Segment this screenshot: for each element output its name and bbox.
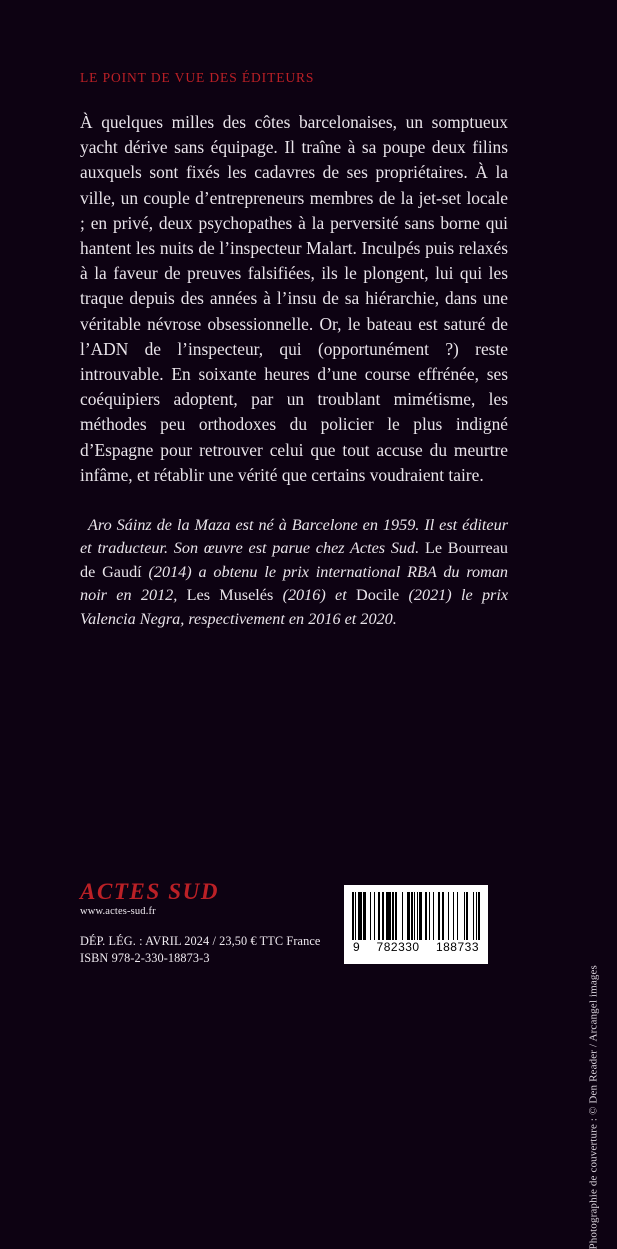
publisher-name: ACTES SUD <box>80 879 220 904</box>
author-bio-paragraph <box>80 514 508 631</box>
barcode-digits <box>352 940 480 954</box>
publisher-website-url[interactable]: www.actes-sud.fr <box>80 906 156 918</box>
blurb-paragraph: À quelques milles des côtes barcelonaises, un somptueux yacht dérive sans équipage. Il traîne à sa poupe deux filins auxquels sont fixés les cadavres de ses propriétaires. À la ville, un couple d’entrepreneurs membres de la jet-set locale ; en privé, deux psychopathes à la perversité sans borne qui hantent les nuits de l’inspecteur Malart. Inculpés puis relaxés à la faveur de preuves falsifiées, ils le plongent, lui qui les traque depuis des années à l’insu de sa hiérarchie, dans une véritable névrose obsessionnelle. Or, le bateau est saturé de l’ADN de l’inspecteur, qui (opportunément ?) reste introuvable. En soixante heures d’une course effrénée, ses coéquipiers adoptent, par un troublant mimétisme, les méthodes peu orthodoxes du policier le plus indigné d’Espagne pour retrouver celui que tout accuse du meurtre infâme, et rétablir une vérité que certains voudraient taire. <box>80 112 508 485</box>
bio-text-part-2: (2014) a obtenu le prix international RBA du roman noir en 2012, <box>80 562 509 605</box>
barcode-digit-lead: 9 <box>353 940 361 954</box>
bio-book-title-1: Le Bourreau de Gaudí <box>80 539 508 581</box>
barcode-digits-left: 782330 <box>376 940 420 954</box>
bio-book-title-2: Les Muselés <box>186 586 274 605</box>
isbn-line: ISBN 978-2-330-18873-3 <box>80 950 210 965</box>
legal-deposit-line: DÉP. LÉG. : AVRIL 2024 / 23,50 € TTC France <box>80 934 321 948</box>
bio-text-part-1: Aro Sáinz de la Maza est né à Barcelone en 1959. Il est éditeur et traducteur. Son œuvre est parue chez Actes Sud. <box>80 516 508 558</box>
bio-text-part-4: (2021) le prix Valencia Negra, respectivement en 2016 et 2020. <box>80 586 509 628</box>
barcode-bars <box>352 892 480 940</box>
barcode-digits-right: 188733 <box>435 940 479 954</box>
ean13-barcode <box>344 885 488 964</box>
bio-book-title-3: Docile <box>356 586 400 605</box>
publisher-logo-block <box>80 880 219 919</box>
cover-photo-credit: Photographie de couverture : © Den Reader / Arcangel images <box>587 965 599 1249</box>
legal-deposit-block <box>80 933 320 966</box>
bio-text-part-3: (2016) et <box>282 586 347 605</box>
editors-viewpoint-heading: LE POINT DE VUE DES ÉDITEURS <box>80 70 315 85</box>
